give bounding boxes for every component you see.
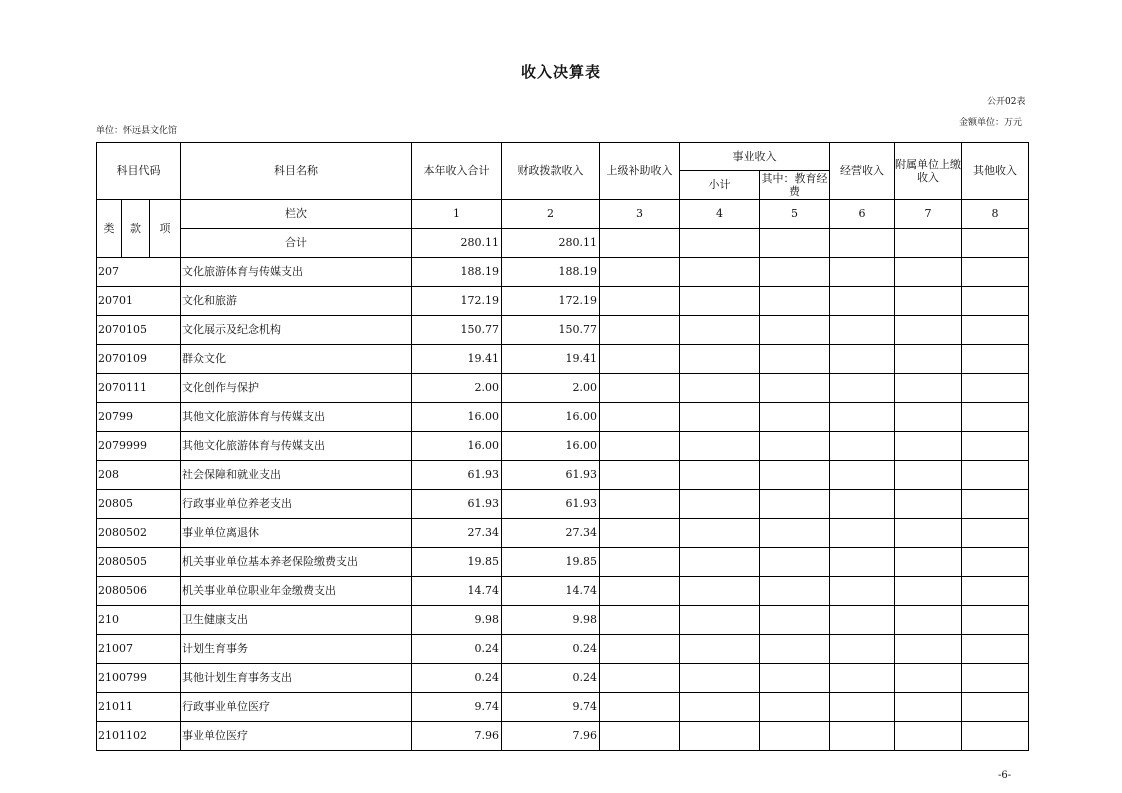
subject-code: 2070105 — [97, 316, 181, 345]
header-name: 科目名称 — [181, 143, 412, 200]
empty-cell — [830, 229, 895, 258]
empty-cell — [600, 374, 680, 403]
total-value: 9.98 — [412, 606, 502, 635]
subject-name: 事业单位医疗 — [181, 722, 412, 751]
empty-cell — [895, 432, 962, 461]
empty-cell — [680, 316, 760, 345]
total-value: 0.24 — [412, 635, 502, 664]
empty-cell — [895, 403, 962, 432]
table-row — [97, 461, 1029, 490]
subject-name: 行政事业单位养老支出 — [181, 490, 412, 519]
empty-cell — [830, 374, 895, 403]
col-number: 6 — [830, 200, 895, 229]
empty-cell — [962, 548, 1029, 577]
empty-cell — [830, 461, 895, 490]
empty-cell — [760, 490, 830, 519]
income-table — [96, 142, 1029, 751]
empty-cell — [600, 461, 680, 490]
empty-cell — [830, 635, 895, 664]
fiscal-value: 9.74 — [502, 693, 600, 722]
subject-name: 社会保障和就业支出 — [181, 461, 412, 490]
fiscal-value: 0.24 — [502, 635, 600, 664]
empty-cell — [895, 229, 962, 258]
subject-code: 21011 — [97, 693, 181, 722]
empty-cell — [830, 287, 895, 316]
table-row — [97, 345, 1029, 374]
col-number: 5 — [760, 200, 830, 229]
empty-cell — [830, 432, 895, 461]
empty-cell — [760, 229, 830, 258]
empty-cell — [760, 374, 830, 403]
empty-cell — [830, 664, 895, 693]
col-number: 2 — [502, 200, 600, 229]
empty-cell — [895, 722, 962, 751]
table-row — [97, 432, 1029, 461]
empty-cell — [680, 664, 760, 693]
fiscal-value: 19.85 — [502, 548, 600, 577]
empty-cell — [895, 345, 962, 374]
table-row — [97, 606, 1029, 635]
header-career: 事业收入 — [680, 143, 830, 171]
empty-cell — [962, 229, 1029, 258]
subject-name: 文化旅游体育与传媒支出 — [181, 258, 412, 287]
fiscal-value: 16.00 — [502, 403, 600, 432]
subject-code: 207 — [97, 258, 181, 287]
header-lei: 类 — [97, 200, 122, 258]
total-value: 19.85 — [412, 548, 502, 577]
page-number: -6- — [998, 770, 1012, 781]
empty-cell — [962, 258, 1029, 287]
total-value: 9.74 — [412, 693, 502, 722]
total-value: 0.24 — [412, 664, 502, 693]
empty-cell — [895, 606, 962, 635]
table-row — [97, 316, 1029, 345]
fiscal-value: 16.00 — [502, 432, 600, 461]
subject-code: 2070109 — [97, 345, 181, 374]
table-row — [97, 548, 1029, 577]
fiscal-value: 14.74 — [502, 577, 600, 606]
empty-cell — [830, 316, 895, 345]
total-value: 27.34 — [412, 519, 502, 548]
subject-code: 2070111 — [97, 374, 181, 403]
header-superior: 上级补助收入 — [600, 143, 680, 200]
subject-code: 2080502 — [97, 519, 181, 548]
empty-cell — [680, 606, 760, 635]
subject-name: 其他文化旅游体育与传媒支出 — [181, 403, 412, 432]
empty-cell — [600, 345, 680, 374]
empty-cell — [600, 635, 680, 664]
fiscal-value: 188.19 — [502, 258, 600, 287]
empty-cell — [600, 606, 680, 635]
total-value: 150.77 — [412, 316, 502, 345]
subject-name: 文化展示及纪念机构 — [181, 316, 412, 345]
fiscal-value: 7.96 — [502, 722, 600, 751]
empty-cell — [830, 490, 895, 519]
empty-cell — [680, 345, 760, 374]
subject-name: 机关事业单位基本养老保险缴费支出 — [181, 548, 412, 577]
table-row — [97, 287, 1029, 316]
empty-cell — [830, 693, 895, 722]
empty-cell — [962, 287, 1029, 316]
header-code: 科目代码 — [97, 143, 181, 200]
subject-code: 20701 — [97, 287, 181, 316]
empty-cell — [962, 403, 1029, 432]
empty-cell — [760, 548, 830, 577]
total-label: 合计 — [181, 229, 412, 258]
header-total: 本年收入合计 — [412, 143, 502, 200]
table-row — [97, 664, 1029, 693]
total-value: 188.19 — [412, 258, 502, 287]
subject-code: 2100799 — [97, 664, 181, 693]
empty-cell — [895, 461, 962, 490]
header-affiliated: 附属单位上缴收入 — [895, 143, 962, 200]
empty-cell — [895, 287, 962, 316]
subject-code: 2080505 — [97, 548, 181, 577]
empty-cell — [895, 548, 962, 577]
subject-name: 文化创作与保护 — [181, 374, 412, 403]
empty-cell — [680, 577, 760, 606]
empty-cell — [962, 490, 1029, 519]
table-row — [97, 577, 1029, 606]
fiscal-value: 0.24 — [502, 664, 600, 693]
empty-cell — [760, 461, 830, 490]
total-value: 61.93 — [412, 490, 502, 519]
header-fiscal: 财政拨款收入 — [502, 143, 600, 200]
empty-cell — [962, 316, 1029, 345]
empty-cell — [680, 432, 760, 461]
subject-name: 群众文化 — [181, 345, 412, 374]
subject-name: 文化和旅游 — [181, 287, 412, 316]
empty-cell — [830, 345, 895, 374]
empty-cell — [962, 432, 1029, 461]
total-value: 172.19 — [412, 287, 502, 316]
total-value: 16.00 — [412, 432, 502, 461]
empty-cell — [760, 316, 830, 345]
subject-code: 20805 — [97, 490, 181, 519]
empty-cell — [760, 287, 830, 316]
empty-cell — [680, 722, 760, 751]
table-row — [97, 490, 1029, 519]
subject-code: 2101102 — [97, 722, 181, 751]
empty-cell — [760, 722, 830, 751]
fiscal-value: 61.93 — [502, 461, 600, 490]
empty-cell — [760, 432, 830, 461]
empty-cell — [600, 664, 680, 693]
empty-cell — [895, 374, 962, 403]
empty-cell — [600, 519, 680, 548]
page-title: 收入决算表 — [520, 63, 601, 81]
empty-cell — [895, 635, 962, 664]
subject-code: 21007 — [97, 635, 181, 664]
total-value: 2.00 — [412, 374, 502, 403]
total-value: 7.96 — [412, 722, 502, 751]
empty-cell — [895, 519, 962, 548]
empty-cell — [600, 490, 680, 519]
table-row — [97, 403, 1029, 432]
unit-name: 单位：怀远县文化馆 — [96, 126, 178, 136]
header-career-subtotal: 小计 — [680, 171, 760, 200]
table-row — [97, 519, 1029, 548]
empty-cell — [760, 258, 830, 287]
empty-cell — [600, 693, 680, 722]
fiscal-value: 27.34 — [502, 519, 600, 548]
total-value: 280.11 — [412, 229, 502, 258]
subject-code: 210 — [97, 606, 181, 635]
empty-cell — [680, 403, 760, 432]
empty-cell — [600, 432, 680, 461]
empty-cell — [830, 606, 895, 635]
col-number: 4 — [680, 200, 760, 229]
amount-unit: 金额单位：万元 — [959, 118, 1023, 128]
empty-cell — [830, 722, 895, 751]
empty-cell — [760, 693, 830, 722]
subject-code: 2079999 — [97, 432, 181, 461]
empty-cell — [962, 461, 1029, 490]
empty-cell — [600, 258, 680, 287]
empty-cell — [962, 722, 1029, 751]
empty-cell — [962, 345, 1029, 374]
subject-name: 其他文化旅游体育与传媒支出 — [181, 432, 412, 461]
empty-cell — [760, 403, 830, 432]
header-career-edu: 其中：教育经费 — [761, 171, 828, 198]
empty-cell — [600, 722, 680, 751]
total-value: 14.74 — [412, 577, 502, 606]
subject-code: 208 — [97, 461, 181, 490]
empty-cell — [830, 519, 895, 548]
empty-cell — [962, 606, 1029, 635]
empty-cell — [680, 461, 760, 490]
table-row — [97, 722, 1029, 751]
fiscal-value: 19.41 — [502, 345, 600, 374]
empty-cell — [680, 548, 760, 577]
total-value: 16.00 — [412, 403, 502, 432]
empty-cell — [895, 316, 962, 345]
fiscal-value: 9.98 — [502, 606, 600, 635]
col-number: 1 — [412, 200, 502, 229]
empty-cell — [760, 345, 830, 374]
empty-cell — [895, 664, 962, 693]
subject-name: 卫生健康支出 — [181, 606, 412, 635]
total-row — [97, 229, 1029, 258]
col-number: 8 — [962, 200, 1029, 229]
table-row — [97, 258, 1029, 287]
empty-cell — [962, 374, 1029, 403]
empty-cell — [895, 577, 962, 606]
col-number: 3 — [600, 200, 680, 229]
empty-cell — [680, 229, 760, 258]
empty-cell — [600, 548, 680, 577]
subject-name: 事业单位离退休 — [181, 519, 412, 548]
empty-cell — [760, 635, 830, 664]
empty-cell — [680, 519, 760, 548]
subject-name: 计划生育事务 — [181, 635, 412, 664]
subject-code: 20799 — [97, 403, 181, 432]
empty-cell — [600, 229, 680, 258]
empty-cell — [600, 577, 680, 606]
total-value: 19.41 — [412, 345, 502, 374]
empty-cell — [895, 693, 962, 722]
fiscal-value: 150.77 — [502, 316, 600, 345]
fiscal-value: 2.00 — [502, 374, 600, 403]
empty-cell — [680, 490, 760, 519]
fiscal-value: 61.93 — [502, 490, 600, 519]
col-number: 7 — [895, 200, 962, 229]
empty-cell — [680, 287, 760, 316]
table-row — [97, 374, 1029, 403]
empty-cell — [830, 577, 895, 606]
total-value: 61.93 — [412, 461, 502, 490]
empty-cell — [600, 287, 680, 316]
header-other: 其他收入 — [962, 143, 1029, 200]
form-code: 公开02表 — [987, 97, 1026, 107]
empty-cell — [962, 577, 1029, 606]
empty-cell — [830, 258, 895, 287]
empty-cell — [680, 374, 760, 403]
fiscal-value: 172.19 — [502, 287, 600, 316]
empty-cell — [760, 577, 830, 606]
empty-cell — [680, 258, 760, 287]
subject-name: 其他计划生育事务支出 — [181, 664, 412, 693]
fiscal-value: 280.11 — [502, 229, 600, 258]
empty-cell — [962, 519, 1029, 548]
header-xiang: 项 — [150, 200, 181, 258]
empty-cell — [680, 635, 760, 664]
empty-cell — [830, 403, 895, 432]
table-row — [97, 693, 1029, 722]
header-business: 经营收入 — [830, 143, 895, 200]
empty-cell — [760, 664, 830, 693]
empty-cell — [895, 490, 962, 519]
empty-cell — [830, 548, 895, 577]
empty-cell — [962, 664, 1029, 693]
header-kuan: 款 — [122, 200, 150, 258]
column-index-label: 栏次 — [181, 200, 412, 229]
subject-name: 行政事业单位医疗 — [181, 693, 412, 722]
empty-cell — [895, 258, 962, 287]
table-row — [97, 635, 1029, 664]
subject-name: 机关事业单位职业年金缴费支出 — [181, 577, 412, 606]
empty-cell — [760, 519, 830, 548]
empty-cell — [760, 606, 830, 635]
empty-cell — [600, 316, 680, 345]
empty-cell — [680, 693, 760, 722]
subject-code: 2080506 — [97, 577, 181, 606]
empty-cell — [962, 635, 1029, 664]
empty-cell — [962, 693, 1029, 722]
empty-cell — [600, 403, 680, 432]
